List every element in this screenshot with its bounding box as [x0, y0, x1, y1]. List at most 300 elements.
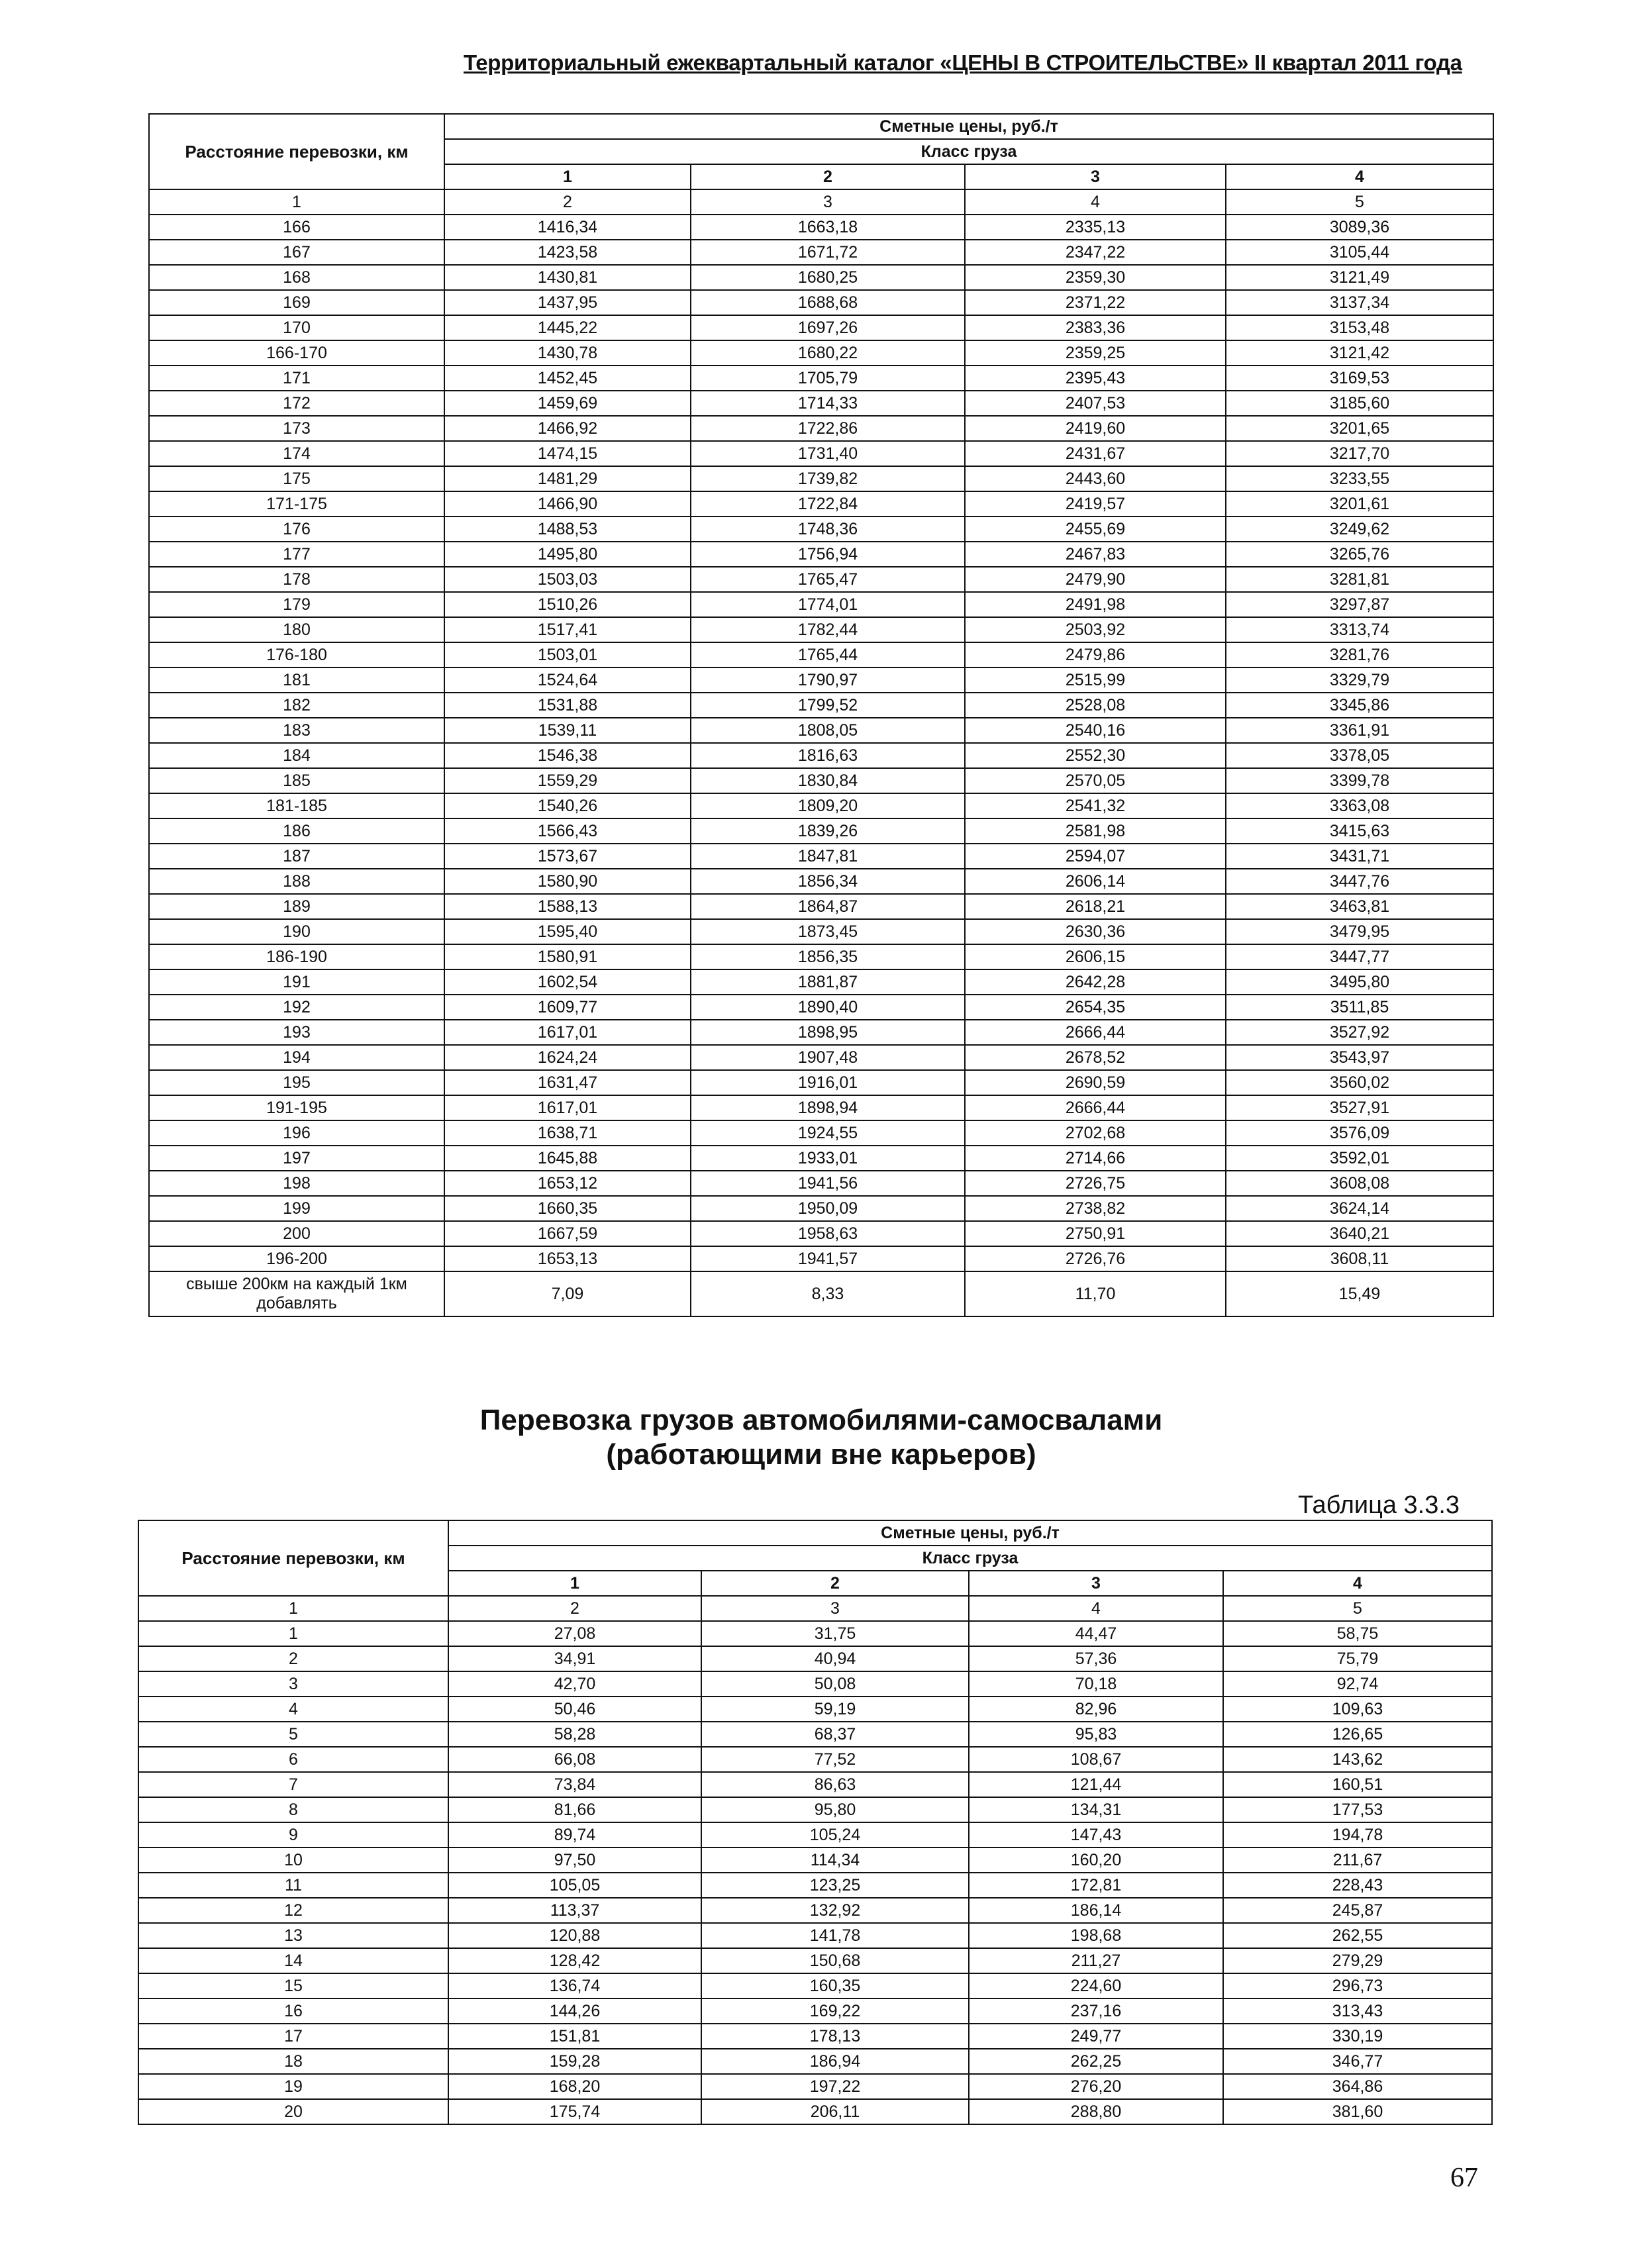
- price-cell: 2726,76: [965, 1246, 1226, 1271]
- table-number-label: Таблица 3.3.3: [1298, 1491, 1460, 1519]
- price-cell: 58,75: [1223, 1621, 1492, 1646]
- distance-cell: 184: [149, 743, 444, 768]
- price-cell: 2618,21: [965, 894, 1226, 919]
- table-row: [149, 391, 1493, 416]
- price-cell: 3608,08: [1226, 1171, 1493, 1196]
- distance-cell: 170: [149, 315, 444, 340]
- distance-cell: 200: [149, 1221, 444, 1246]
- price-cell: 3201,65: [1226, 416, 1493, 441]
- price-cell: 3329,79: [1226, 667, 1493, 693]
- table-row: [149, 768, 1493, 793]
- table-row: [138, 1646, 1492, 1671]
- distance-cell: 13: [138, 1923, 448, 1948]
- price-cell: 2666,44: [965, 1020, 1226, 1045]
- cargo-class-header: Класс груза: [448, 1546, 1492, 1571]
- price-cell: 1958,63: [691, 1221, 965, 1246]
- price-cell: 113,37: [448, 1898, 701, 1923]
- price-cell: 3640,21: [1226, 1221, 1493, 1246]
- price-cell: 1503,01: [444, 642, 691, 667]
- price-cell: 50,46: [448, 1697, 701, 1722]
- table-row: [138, 1621, 1492, 1646]
- price-cell: 169,22: [701, 1998, 969, 2024]
- price-cell: 2541,32: [965, 793, 1226, 818]
- price-cell: 3089,36: [1226, 215, 1493, 240]
- price-cell: 3511,85: [1226, 995, 1493, 1020]
- price-cell: 2335,13: [965, 215, 1226, 240]
- section-title-line-1: Перевозка грузов автомобилями-самосвалами: [479, 1404, 1163, 1436]
- table-row: [138, 1973, 1492, 1998]
- table-row: [149, 944, 1493, 969]
- price-cell: 3249,62: [1226, 517, 1493, 542]
- table-row: [138, 1822, 1492, 1848]
- table-row: [138, 1923, 1492, 1948]
- price-cell: 346,77: [1223, 2049, 1492, 2074]
- price-cell: 1595,40: [444, 919, 691, 944]
- class-header-3: 3: [969, 1571, 1223, 1596]
- table-row: [149, 441, 1493, 466]
- price-cell: 1774,01: [691, 592, 965, 617]
- price-cell: 1898,94: [691, 1095, 965, 1120]
- price-cell: 1667,59: [444, 1221, 691, 1246]
- table-row: [138, 1722, 1492, 1747]
- distance-cell: 15: [138, 1973, 448, 1998]
- price-cell: 3265,76: [1226, 542, 1493, 567]
- distance-cell: 168: [149, 265, 444, 290]
- distance-cell: 197: [149, 1146, 444, 1171]
- table-row: [149, 969, 1493, 995]
- distance-cell: 183: [149, 718, 444, 743]
- price-cell: 3121,42: [1226, 340, 1493, 366]
- price-cell: 2642,28: [965, 969, 1226, 995]
- distance-cell: 180: [149, 617, 444, 642]
- price-cell: 1847,81: [691, 844, 965, 869]
- distance-cell: 166-170: [149, 340, 444, 366]
- price-cell: 1950,09: [691, 1196, 965, 1221]
- price-cell: 3527,91: [1226, 1095, 1493, 1120]
- price-cell: 1765,47: [691, 567, 965, 592]
- price-cell: 1890,40: [691, 995, 965, 1020]
- distance-cell: 192: [149, 995, 444, 1020]
- price-cell: 245,87: [1223, 1898, 1492, 1923]
- table-row: [138, 2024, 1492, 2049]
- table-row: [149, 1045, 1493, 1070]
- price-cell: 2491,98: [965, 592, 1226, 617]
- price-cell: 1631,47: [444, 1070, 691, 1095]
- price-cell: 3495,80: [1226, 969, 1493, 995]
- price-cell: 1602,54: [444, 969, 691, 995]
- price-cell: 1799,52: [691, 693, 965, 718]
- price-cell: 2419,57: [965, 491, 1226, 517]
- class-header-4: 4: [1223, 1571, 1492, 1596]
- price-cell: 1452,45: [444, 366, 691, 391]
- price-cell: 364,86: [1223, 2074, 1492, 2099]
- distance-cell: 181-185: [149, 793, 444, 818]
- class-header-2: 2: [691, 164, 965, 189]
- price-cell: 120,88: [448, 1923, 701, 1948]
- column-number: 1: [138, 1596, 448, 1621]
- price-cell: 59,19: [701, 1697, 969, 1722]
- price-cell: 1573,67: [444, 844, 691, 869]
- distance-cell: 186-190: [149, 944, 444, 969]
- price-cell: 1638,71: [444, 1120, 691, 1146]
- price-cell: 1941,57: [691, 1246, 965, 1271]
- table-row: [149, 1221, 1493, 1246]
- table-cell: 7,09: [444, 1271, 691, 1316]
- price-cell: 3361,91: [1226, 718, 1493, 743]
- class-header-3: 3: [965, 164, 1226, 189]
- distance-cell: 176-180: [149, 642, 444, 667]
- distance-header: Расстояние перевозки, км: [149, 114, 444, 189]
- price-cell: 1481,29: [444, 466, 691, 491]
- price-cell: 1809,20: [691, 793, 965, 818]
- price-cell: 296,73: [1223, 1973, 1492, 1998]
- price-cell: 1488,53: [444, 517, 691, 542]
- table-row: [138, 2099, 1492, 2124]
- page-header-title: Территориальный ежеквартальный каталог «ЦЕНЫ В СТРОИТЕЛЬСТВЕ» II квартал 2011 года: [464, 50, 1462, 75]
- price-cell: 1731,40: [691, 441, 965, 466]
- table-row: [138, 1948, 1492, 1973]
- price-cell: 97,50: [448, 1848, 701, 1873]
- column-number: 1: [149, 189, 444, 215]
- price-cell: 3415,63: [1226, 818, 1493, 844]
- price-cell: 2570,05: [965, 768, 1226, 793]
- price-cell: 1864,87: [691, 894, 965, 919]
- distance-cell: 12: [138, 1898, 448, 1923]
- price-cell: 262,25: [969, 2049, 1223, 2074]
- price-cell: 31,75: [701, 1621, 969, 1646]
- price-cell: 3399,78: [1226, 768, 1493, 793]
- price-cell: 3233,55: [1226, 466, 1493, 491]
- table-row: [149, 1095, 1493, 1120]
- price-cell: 1588,13: [444, 894, 691, 919]
- price-cell: 1933,01: [691, 1146, 965, 1171]
- price-cell: 2359,25: [965, 340, 1226, 366]
- column-number: 3: [701, 1596, 969, 1621]
- price-cell: 330,19: [1223, 2024, 1492, 2049]
- price-cell: 1941,56: [691, 1171, 965, 1196]
- price-cell: 279,29: [1223, 1948, 1492, 1973]
- distance-cell: 7: [138, 1772, 448, 1797]
- table-cell: 8,33: [691, 1271, 965, 1316]
- price-cell: 262,55: [1223, 1923, 1492, 1948]
- price-cell: 1653,13: [444, 1246, 691, 1271]
- price-cell: 3378,05: [1226, 743, 1493, 768]
- price-cell: 3169,53: [1226, 366, 1493, 391]
- price-cell: 105,24: [701, 1822, 969, 1848]
- distance-cell: 188: [149, 869, 444, 894]
- distance-header: Расстояние перевозки, км: [138, 1520, 448, 1596]
- column-number: 5: [1223, 1596, 1492, 1621]
- distance-cell: 9: [138, 1822, 448, 1848]
- price-cell: 1680,22: [691, 340, 965, 366]
- price-cell: 3463,81: [1226, 894, 1493, 919]
- table-row: [149, 1171, 1493, 1196]
- table-row: [138, 1797, 1492, 1822]
- table-row: [138, 1998, 1492, 2024]
- price-cell: 1748,36: [691, 517, 965, 542]
- price-cell: 132,92: [701, 1898, 969, 1923]
- price-cell: 1916,01: [691, 1070, 965, 1095]
- table-row: [149, 290, 1493, 315]
- distance-cell: 196-200: [149, 1246, 444, 1271]
- table-row: [149, 240, 1493, 265]
- price-cell: 159,28: [448, 2049, 701, 2074]
- price-cell: 2666,44: [965, 1095, 1226, 1120]
- distance-cell: 198: [149, 1171, 444, 1196]
- distance-cell: 190: [149, 919, 444, 944]
- price-cell: 1445,22: [444, 315, 691, 340]
- table-row: [149, 793, 1493, 818]
- price-cell: 3363,08: [1226, 793, 1493, 818]
- distance-cell: 4: [138, 1697, 448, 1722]
- price-cell: 86,63: [701, 1772, 969, 1797]
- price-cell: 3137,34: [1226, 290, 1493, 315]
- price-cell: 2479,86: [965, 642, 1226, 667]
- price-cell: 73,84: [448, 1772, 701, 1797]
- distance-cell: 191: [149, 969, 444, 995]
- distance-cell: 195: [149, 1070, 444, 1095]
- price-cell: 288,80: [969, 2099, 1223, 2124]
- distance-cell: 17: [138, 2024, 448, 2049]
- price-cell: 66,08: [448, 1747, 701, 1772]
- price-cell: 2443,60: [965, 466, 1226, 491]
- table-row: [138, 1772, 1492, 1797]
- table-row: [149, 1196, 1493, 1221]
- price-cell: 276,20: [969, 2074, 1223, 2099]
- distance-cell: 19: [138, 2074, 448, 2099]
- price-cell: 136,74: [448, 1973, 701, 1998]
- price-cell: 2383,36: [965, 315, 1226, 340]
- price-cell: 2395,43: [965, 366, 1226, 391]
- distance-cell: 11: [138, 1873, 448, 1898]
- price-cell: 2515,99: [965, 667, 1226, 693]
- price-cell: 1540,26: [444, 793, 691, 818]
- price-cell: 160,35: [701, 1973, 969, 1998]
- table-row: [149, 718, 1493, 743]
- extra-distance-label: свыше 200км на каждый 1км добавлять: [149, 1271, 444, 1316]
- price-cell: 2726,75: [965, 1171, 1226, 1196]
- prices-header: Сметные цены, руб./т: [444, 114, 1493, 139]
- class-header-1: 1: [444, 164, 691, 189]
- price-cell: 70,18: [969, 1671, 1223, 1697]
- price-cell: 50,08: [701, 1671, 969, 1697]
- price-cell: 1722,84: [691, 491, 965, 517]
- price-cell: 206,11: [701, 2099, 969, 2124]
- price-cell: 172,81: [969, 1873, 1223, 1898]
- price-cell: 143,62: [1223, 1747, 1492, 1772]
- price-cell: 109,63: [1223, 1697, 1492, 1722]
- price-cell: 2467,83: [965, 542, 1226, 567]
- price-cell: 249,77: [969, 2024, 1223, 2049]
- page-number: 67: [1450, 2163, 1478, 2193]
- price-cell: 1423,58: [444, 240, 691, 265]
- distance-cell: 169: [149, 290, 444, 315]
- distance-cell: 167: [149, 240, 444, 265]
- price-cell: 3105,44: [1226, 240, 1493, 265]
- price-cell: 2714,66: [965, 1146, 1226, 1171]
- price-cell: 2455,69: [965, 517, 1226, 542]
- table-row: [149, 315, 1493, 340]
- price-cell: 1617,01: [444, 1095, 691, 1120]
- price-cell: 1697,26: [691, 315, 965, 340]
- price-cell: 1645,88: [444, 1146, 691, 1171]
- price-cell: 1580,91: [444, 944, 691, 969]
- table-cell: 15,49: [1226, 1271, 1493, 1316]
- price-cell: 3527,92: [1226, 1020, 1493, 1045]
- price-cell: 1839,26: [691, 818, 965, 844]
- distance-cell: 193: [149, 1020, 444, 1045]
- cargo-class-header: Класс груза: [444, 139, 1493, 164]
- price-cell: 150,68: [701, 1948, 969, 1973]
- price-cell: 186,14: [969, 1898, 1223, 1923]
- price-cell: 224,60: [969, 1973, 1223, 1998]
- price-cell: 2540,16: [965, 718, 1226, 743]
- price-cell: 3201,61: [1226, 491, 1493, 517]
- table-row: [138, 1747, 1492, 1772]
- price-cell: 1653,12: [444, 1171, 691, 1196]
- price-cell: 114,34: [701, 1848, 969, 1873]
- price-cell: 1609,77: [444, 995, 691, 1020]
- price-cell: 2503,92: [965, 617, 1226, 642]
- table-row: [138, 2049, 1492, 2074]
- price-cell: 1474,15: [444, 441, 691, 466]
- price-cell: 42,70: [448, 1671, 701, 1697]
- table-row: [149, 491, 1493, 517]
- price-cell: 1624,24: [444, 1045, 691, 1070]
- price-cell: 1559,29: [444, 768, 691, 793]
- price-cell: 151,81: [448, 2024, 701, 2049]
- price-cell: 1830,84: [691, 768, 965, 793]
- price-cell: 3313,74: [1226, 617, 1493, 642]
- price-cell: 1873,45: [691, 919, 965, 944]
- price-cell: 1722,86: [691, 416, 965, 441]
- price-cell: 1714,33: [691, 391, 965, 416]
- price-cell: 75,79: [1223, 1646, 1492, 1671]
- table-row: [149, 466, 1493, 491]
- distance-cell: 181: [149, 667, 444, 693]
- price-cell: 2594,07: [965, 844, 1226, 869]
- price-cell: 134,31: [969, 1797, 1223, 1822]
- price-cell: 1856,35: [691, 944, 965, 969]
- price-cell: 3447,77: [1226, 944, 1493, 969]
- distance-cell: 186: [149, 818, 444, 844]
- table-row: [149, 743, 1493, 768]
- price-cell: 77,52: [701, 1747, 969, 1772]
- table-row: [149, 1120, 1493, 1146]
- price-cell: 2431,67: [965, 441, 1226, 466]
- price-cell: 144,26: [448, 1998, 701, 2024]
- price-cell: 1660,35: [444, 1196, 691, 1221]
- price-cell: 81,66: [448, 1797, 701, 1822]
- distance-cell: 196: [149, 1120, 444, 1146]
- prices-header: Сметные цены, руб./т: [448, 1520, 1492, 1546]
- price-cell: 2690,59: [965, 1070, 1226, 1095]
- price-cell: 313,43: [1223, 1998, 1492, 2024]
- price-cell: 175,74: [448, 2099, 701, 2124]
- price-cell: 2552,30: [965, 743, 1226, 768]
- price-cell: 1466,90: [444, 491, 691, 517]
- table-row: [149, 693, 1493, 718]
- price-cell: 1808,05: [691, 718, 965, 743]
- distance-cell: 20: [138, 2099, 448, 2124]
- price-cell: 2702,68: [965, 1120, 1226, 1146]
- table-row: [149, 517, 1493, 542]
- table-row: [138, 1671, 1492, 1697]
- price-cell: 197,22: [701, 2074, 969, 2099]
- table-row: [149, 995, 1493, 1020]
- price-cell: 1790,97: [691, 667, 965, 693]
- price-cell: 1546,38: [444, 743, 691, 768]
- table-row: [149, 265, 1493, 290]
- price-cell: 1663,18: [691, 215, 965, 240]
- price-cell: 3560,02: [1226, 1070, 1493, 1095]
- distance-cell: 171: [149, 366, 444, 391]
- price-cell: 160,20: [969, 1848, 1223, 1873]
- table-row: [149, 667, 1493, 693]
- price-cell: 89,74: [448, 1822, 701, 1848]
- price-cell: 27,08: [448, 1621, 701, 1646]
- price-cell: 2738,82: [965, 1196, 1226, 1221]
- column-number: 5: [1226, 189, 1493, 215]
- price-cell: 95,80: [701, 1797, 969, 1822]
- table-row: [149, 1146, 1493, 1171]
- price-cell: 1856,34: [691, 869, 965, 894]
- distance-cell: 175: [149, 466, 444, 491]
- table-row: [149, 869, 1493, 894]
- table-row: [149, 215, 1493, 240]
- price-cell: 198,68: [969, 1923, 1223, 1948]
- distance-cell: 172: [149, 391, 444, 416]
- table-row: [149, 416, 1493, 441]
- table-row: [149, 592, 1493, 617]
- price-cell: 3479,95: [1226, 919, 1493, 944]
- price-cell: 147,43: [969, 1822, 1223, 1848]
- distance-cell: 176: [149, 517, 444, 542]
- distance-cell: 6: [138, 1747, 448, 1772]
- distance-cell: 173: [149, 416, 444, 441]
- price-cell: 160,51: [1223, 1772, 1492, 1797]
- table-row: [149, 1070, 1493, 1095]
- table-row: [149, 642, 1493, 667]
- price-cell: 2407,53: [965, 391, 1226, 416]
- class-header-2: 2: [701, 1571, 969, 1596]
- price-cell: 3121,49: [1226, 265, 1493, 290]
- class-header-4: 4: [1226, 164, 1493, 189]
- price-cell: 178,13: [701, 2024, 969, 2049]
- price-cell: 228,43: [1223, 1873, 1492, 1898]
- price-cell: 3576,09: [1226, 1120, 1493, 1146]
- distance-cell: 18: [138, 2049, 448, 2074]
- price-cell: 2479,90: [965, 567, 1226, 592]
- price-cell: 1765,44: [691, 642, 965, 667]
- price-cell: 1898,95: [691, 1020, 965, 1045]
- distance-cell: 5: [138, 1722, 448, 1747]
- price-cell: 121,44: [969, 1772, 1223, 1797]
- price-cell: 1466,92: [444, 416, 691, 441]
- price-cell: 168,20: [448, 2074, 701, 2099]
- price-cell: 1510,26: [444, 592, 691, 617]
- price-cell: 237,16: [969, 1998, 1223, 2024]
- price-cell: 1459,69: [444, 391, 691, 416]
- price-cell: 1816,63: [691, 743, 965, 768]
- price-cell: 1671,72: [691, 240, 965, 265]
- table-row: [149, 617, 1493, 642]
- price-cell: 128,42: [448, 1948, 701, 1973]
- extra-distance-row: [149, 1271, 1493, 1316]
- price-cell: 1924,55: [691, 1120, 965, 1146]
- distance-cell: 10: [138, 1848, 448, 1873]
- distance-cell: 166: [149, 215, 444, 240]
